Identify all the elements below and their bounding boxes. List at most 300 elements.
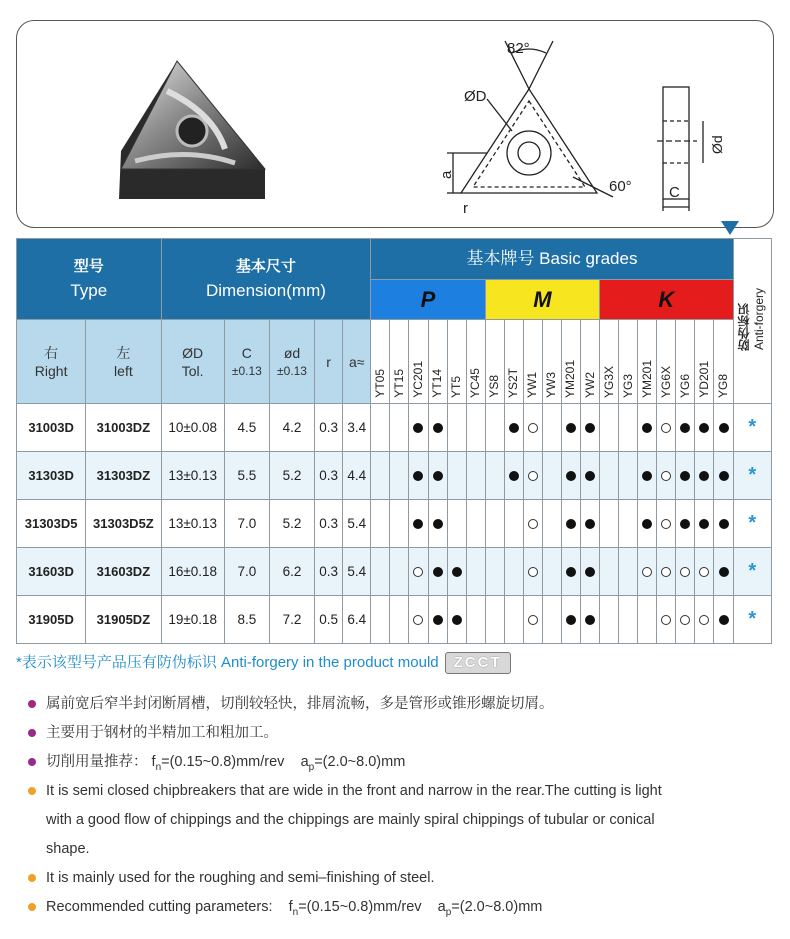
grade-availability-cell xyxy=(600,548,619,596)
anti-forgery-cell xyxy=(733,596,771,644)
filled-circle-icon xyxy=(642,519,652,529)
grade-availability-cell xyxy=(409,596,428,644)
C-value: 5.5 xyxy=(224,452,269,500)
hollow-circle-icon xyxy=(528,519,538,529)
grade-availability-cell xyxy=(542,548,561,596)
grade-availability-cell xyxy=(714,500,733,548)
a-value: 5.4 xyxy=(343,548,371,596)
grade-availability-cell xyxy=(504,500,523,548)
grade-name: YT5 xyxy=(449,375,464,398)
filled-circle-icon xyxy=(566,519,576,529)
grade-availability-cell xyxy=(542,596,561,644)
grade-availability-cell xyxy=(409,452,428,500)
type-header-cn: 型号 xyxy=(73,258,104,275)
filled-circle-icon xyxy=(433,423,443,433)
grade-name: YS2T xyxy=(506,367,521,398)
insert-front-view xyxy=(447,41,613,197)
grade-availability-cell xyxy=(638,548,657,596)
grade-availability-cell xyxy=(523,404,542,452)
dimension-header-en: Dimension(mm) xyxy=(205,281,326,300)
grade-availability-cell xyxy=(466,500,485,548)
grade-name: YG6 xyxy=(677,373,692,398)
grade-availability-cell xyxy=(409,500,428,548)
type-left-code: 31905DZ xyxy=(86,596,161,644)
grade-availability-cell xyxy=(638,452,657,500)
hollow-circle-icon xyxy=(661,423,671,433)
grade-availability-cell xyxy=(619,452,638,500)
zcct-logo: ZCCT xyxy=(445,652,511,674)
grade-availability-cell xyxy=(695,452,714,500)
grade-availability-cell xyxy=(657,452,676,500)
grade-availability-cell xyxy=(371,500,390,548)
grade-availability-cell xyxy=(485,596,504,644)
a-value: 5.4 xyxy=(343,500,371,548)
filled-circle-icon xyxy=(719,615,729,625)
d-value: 6.2 xyxy=(269,548,314,596)
right-en: Right xyxy=(34,362,68,379)
filled-circle-icon xyxy=(680,423,690,433)
bullet-en-1-line1: It is semi closed chipbreakers that are wide in the front and narrow in the rear.The cutting is light xyxy=(46,783,662,799)
grade-availability-cell xyxy=(695,404,714,452)
grade-col-header xyxy=(695,320,714,404)
d-value: 4.2 xyxy=(269,404,314,452)
r-value: 0.3 xyxy=(315,404,343,452)
a-col-header: a≈ xyxy=(343,320,371,404)
anti-forgery-header xyxy=(733,239,771,404)
type-right-code: 31905D xyxy=(17,596,86,644)
grade-name: YT15 xyxy=(391,369,406,398)
filled-circle-icon xyxy=(680,519,690,529)
filled-circle-icon xyxy=(433,519,443,529)
filled-circle-icon xyxy=(509,471,519,481)
grade-col-header xyxy=(466,320,485,404)
D-value: 13±0.13 xyxy=(161,500,224,548)
grade-col-header xyxy=(428,320,447,404)
grade-col-header xyxy=(600,320,619,404)
filled-circle-icon xyxy=(452,615,462,625)
filled-circle-icon xyxy=(585,567,595,577)
right-cn: 右 xyxy=(44,344,59,361)
grade-availability-cell xyxy=(561,404,580,452)
filled-circle-icon xyxy=(699,423,709,433)
bullet-en-1 xyxy=(28,777,768,864)
left-en: left xyxy=(114,362,133,379)
grade-availability-cell xyxy=(409,404,428,452)
filled-circle-icon xyxy=(699,471,709,481)
feed-symbol: f xyxy=(288,899,293,915)
grade-group-M: M xyxy=(485,280,599,320)
grade-availability-cell xyxy=(447,404,466,452)
grade-availability-cell xyxy=(447,500,466,548)
r-value: 0.3 xyxy=(315,500,343,548)
grade-availability-cell xyxy=(676,404,695,452)
grade-availability-cell xyxy=(714,548,733,596)
filled-circle-icon xyxy=(585,471,595,481)
grade-availability-cell xyxy=(485,548,504,596)
grade-availability-cell xyxy=(581,596,600,644)
D-line2: Tol. xyxy=(181,362,204,379)
feed-symbol: f xyxy=(151,754,156,770)
grade-availability-cell xyxy=(485,452,504,500)
grade-availability-cell xyxy=(504,404,523,452)
grade-availability-cell xyxy=(638,500,657,548)
grade-col-header xyxy=(390,320,409,404)
hollow-circle-icon xyxy=(642,567,652,577)
grade-availability-cell xyxy=(542,500,561,548)
bullet-en-1-line2: with a good flow of chippings and the chippings are mainly spiral chippings of tubular or conical xyxy=(46,812,655,828)
grade-availability-cell xyxy=(428,452,447,500)
grade-availability-cell xyxy=(466,548,485,596)
angle-top-label: 82° xyxy=(507,40,530,57)
small-d-label: Ød xyxy=(709,135,725,154)
grade-availability-cell xyxy=(676,452,695,500)
grade-availability-cell xyxy=(447,452,466,500)
table-row xyxy=(17,596,772,644)
grade-group-K: K xyxy=(600,280,734,320)
hollow-circle-icon xyxy=(699,567,709,577)
grade-availability-cell xyxy=(695,548,714,596)
grade-availability-cell xyxy=(561,452,580,500)
table-row xyxy=(17,404,772,452)
hollow-circle-icon xyxy=(661,615,671,625)
d-line1: ød xyxy=(283,344,301,361)
grade-availability-cell xyxy=(581,452,600,500)
grade-availability-cell xyxy=(371,596,390,644)
C-label: C xyxy=(669,184,680,201)
D-value: 10±0.08 xyxy=(161,404,224,452)
grade-availability-cell xyxy=(581,548,600,596)
grade-name: YD201 xyxy=(696,361,711,398)
grade-col-header xyxy=(371,320,390,404)
grade-availability-cell xyxy=(581,404,600,452)
right-col-header xyxy=(17,320,86,404)
grade-availability-cell xyxy=(561,548,580,596)
anti-forgery-header-cn: 防伪标识 xyxy=(737,302,752,351)
C-value: 7.0 xyxy=(224,500,269,548)
anti-forgery-cell xyxy=(733,500,771,548)
D-value: 13±0.13 xyxy=(161,452,224,500)
hollow-circle-icon xyxy=(699,615,709,625)
grade-availability-cell xyxy=(600,452,619,500)
grade-availability-cell xyxy=(561,596,580,644)
grade-col-header xyxy=(485,320,504,404)
filled-circle-icon xyxy=(719,519,729,529)
insert-side-view xyxy=(657,87,703,211)
a-value: 4.4 xyxy=(343,452,371,500)
type-right-code: 31003D xyxy=(17,404,86,452)
grade-availability-cell xyxy=(390,548,409,596)
grade-availability-cell xyxy=(447,548,466,596)
grade-name: YW3 xyxy=(544,371,559,398)
insert-photo xyxy=(119,61,265,199)
depth-subscript: p xyxy=(308,761,315,773)
D-line1: ØD xyxy=(182,344,204,361)
grade-col-header xyxy=(676,320,695,404)
grade-availability-cell xyxy=(581,500,600,548)
d-line2: ±0.13 xyxy=(277,363,307,378)
grade-availability-cell xyxy=(657,500,676,548)
grade-availability-cell xyxy=(600,596,619,644)
C-value: 8.5 xyxy=(224,596,269,644)
C-line2: ±0.13 xyxy=(231,363,262,378)
grade-name: YC201 xyxy=(410,361,425,398)
grade-availability-cell xyxy=(561,500,580,548)
bullet-dot xyxy=(28,874,36,882)
bullet-dot xyxy=(28,787,36,795)
grade-availability-cell xyxy=(523,500,542,548)
footnote-text: *表示该型号产品压有防伪标识 Anti-forgery in the product mould xyxy=(16,654,439,671)
filled-circle-icon xyxy=(585,615,595,625)
grade-availability-cell xyxy=(504,452,523,500)
bullet-cn-2 xyxy=(28,719,278,748)
a-value: 6.4 xyxy=(343,596,371,644)
grade-name: YG3 xyxy=(620,373,635,398)
grade-availability-cell xyxy=(695,500,714,548)
asterisk-icon: * xyxy=(748,512,757,534)
dimension-header xyxy=(161,239,371,320)
type-right-code: 31303D xyxy=(17,452,86,500)
grade-name: YT05 xyxy=(372,369,387,398)
type-left-code: 31603DZ xyxy=(86,548,161,596)
feed-subscript: n xyxy=(155,761,162,773)
grade-availability-cell xyxy=(409,548,428,596)
asterisk-icon: * xyxy=(748,416,757,438)
insert-illustration-panel xyxy=(16,20,774,228)
grade-availability-cell xyxy=(371,404,390,452)
grade-availability-cell xyxy=(695,596,714,644)
grade-availability-cell xyxy=(619,404,638,452)
grade-name: YT14 xyxy=(430,369,445,398)
type-left-code: 31303DZ xyxy=(86,452,161,500)
anti-forgery-footnote xyxy=(16,651,511,674)
hollow-circle-icon xyxy=(528,423,538,433)
grade-col-header xyxy=(447,320,466,404)
filled-circle-icon xyxy=(433,471,443,481)
d-value: 7.2 xyxy=(269,596,314,644)
type-header-en: Type xyxy=(70,281,108,300)
filled-circle-icon xyxy=(680,471,690,481)
grade-availability-cell xyxy=(485,500,504,548)
filled-circle-icon xyxy=(452,567,462,577)
grade-availability-cell xyxy=(371,548,390,596)
table-row xyxy=(17,500,772,548)
grade-availability-cell xyxy=(542,404,561,452)
filled-circle-icon xyxy=(566,567,576,577)
hollow-circle-icon xyxy=(661,519,671,529)
grade-name: YG8 xyxy=(716,373,731,398)
filled-circle-icon xyxy=(719,567,729,577)
pointer-triangle xyxy=(721,221,739,235)
grade-name: YW1 xyxy=(525,371,540,398)
d-value: 5.2 xyxy=(269,500,314,548)
grade-availability-cell xyxy=(523,596,542,644)
grade-col-header xyxy=(581,320,600,404)
table-row xyxy=(17,548,772,596)
hollow-circle-icon xyxy=(528,615,538,625)
r-value: 0.3 xyxy=(315,548,343,596)
filled-circle-icon xyxy=(699,519,709,529)
left-col-header xyxy=(86,320,161,404)
grade-availability-cell xyxy=(714,452,733,500)
insert-drawings xyxy=(17,21,773,227)
r-label: r xyxy=(463,200,468,217)
bullet-cn-1-text: 属前宽后窄半封闭断屑槽，切削较轻快，排屑流畅，多是管形或锥形螺旋切屑。 xyxy=(46,696,554,712)
hollow-circle-icon xyxy=(528,471,538,481)
grade-col-header xyxy=(714,320,733,404)
D-col-header xyxy=(161,320,224,404)
grade-availability-cell xyxy=(428,548,447,596)
a-label: a xyxy=(438,170,455,179)
grade-availability-cell xyxy=(676,500,695,548)
filled-circle-icon xyxy=(566,615,576,625)
depth-value: =(2.0~8.0)mm xyxy=(451,899,543,915)
asterisk-icon: * xyxy=(748,560,757,582)
grade-name: YG3X xyxy=(601,365,616,398)
grade-availability-cell xyxy=(714,404,733,452)
filled-circle-icon xyxy=(566,471,576,481)
C-value: 4.5 xyxy=(224,404,269,452)
angle-bottom-label: 60° xyxy=(609,178,632,195)
grade-col-header xyxy=(657,320,676,404)
grade-availability-cell xyxy=(542,452,561,500)
type-header xyxy=(17,239,162,320)
grade-availability-cell xyxy=(657,596,676,644)
r-col-header: r xyxy=(315,320,343,404)
bullet-en-3 xyxy=(28,893,542,927)
bullet-cn-3-lead: 切削用量推荐： xyxy=(46,754,148,770)
depth-value: =(2.0~8.0)mm xyxy=(314,754,406,770)
hollow-circle-icon xyxy=(680,567,690,577)
type-left-code: 31303D5Z xyxy=(86,500,161,548)
bullet-en-3-lead: Recommended cutting parameters: xyxy=(46,899,273,915)
filled-circle-icon xyxy=(719,471,729,481)
hollow-circle-icon xyxy=(413,567,423,577)
grade-availability-cell xyxy=(619,548,638,596)
grade-availability-cell xyxy=(390,500,409,548)
d-col-header xyxy=(269,320,314,404)
basic-grades-header: 基本牌号 Basic grades xyxy=(371,239,733,280)
grade-availability-cell xyxy=(676,596,695,644)
feed-subscript: n xyxy=(292,906,299,918)
grade-availability-cell xyxy=(657,404,676,452)
grade-availability-cell xyxy=(638,596,657,644)
grade-availability-cell xyxy=(371,452,390,500)
anti-forgery-cell xyxy=(733,404,771,452)
grade-availability-cell xyxy=(428,500,447,548)
filled-circle-icon xyxy=(413,471,423,481)
left-cn: 左 xyxy=(116,344,131,361)
bullet-en-1-line3: shape. xyxy=(46,841,90,857)
grade-availability-cell xyxy=(600,404,619,452)
bullet-dot xyxy=(28,700,36,708)
bullet-en-2 xyxy=(28,864,435,893)
grade-col-header xyxy=(409,320,428,404)
grade-availability-cell xyxy=(390,596,409,644)
grade-availability-cell xyxy=(466,596,485,644)
grade-name: YS8 xyxy=(487,375,502,398)
grade-name: YM201 xyxy=(639,359,654,398)
grade-availability-cell xyxy=(428,404,447,452)
grade-availability-cell xyxy=(676,548,695,596)
grade-availability-cell xyxy=(600,500,619,548)
bullet-en-2-text: It is mainly used for the roughing and semi–finishing of steel. xyxy=(46,870,435,886)
filled-circle-icon xyxy=(642,423,652,433)
table-row xyxy=(17,452,772,500)
depth-symbol: a xyxy=(437,899,446,915)
grade-availability-cell xyxy=(523,548,542,596)
grade-col-header xyxy=(523,320,542,404)
filled-circle-icon xyxy=(719,423,729,433)
hollow-circle-icon xyxy=(680,615,690,625)
grade-availability-cell xyxy=(466,452,485,500)
type-right-code: 31603D xyxy=(17,548,86,596)
grade-availability-cell xyxy=(504,596,523,644)
grade-availability-cell xyxy=(619,596,638,644)
filled-circle-icon xyxy=(509,423,519,433)
bullet-dot xyxy=(28,758,36,766)
d-value: 5.2 xyxy=(269,452,314,500)
bullet-cn-1 xyxy=(28,690,554,719)
filled-circle-icon xyxy=(433,567,443,577)
hollow-circle-icon xyxy=(661,567,671,577)
grade-availability-cell xyxy=(523,452,542,500)
C-value: 7.0 xyxy=(224,548,269,596)
filled-circle-icon xyxy=(433,615,443,625)
grade-availability-cell xyxy=(447,596,466,644)
grade-name: YG6X xyxy=(658,365,673,398)
grade-availability-cell xyxy=(657,548,676,596)
bullet-cn-2-text: 主要用于钢材的半精加工和粗加工。 xyxy=(46,725,278,741)
grade-availability-cell xyxy=(390,404,409,452)
filled-circle-icon xyxy=(642,471,652,481)
grade-name: YM201 xyxy=(563,359,578,398)
feed-value: =(0.15~0.8)mm/rev xyxy=(298,899,422,915)
anti-forgery-header-en: Anti-forgery xyxy=(752,288,767,351)
filled-circle-icon xyxy=(566,423,576,433)
grade-availability-cell xyxy=(485,404,504,452)
grade-availability-cell xyxy=(390,452,409,500)
depth-subscript: p xyxy=(445,906,452,918)
anti-forgery-cell xyxy=(733,548,771,596)
D-value: 16±0.18 xyxy=(161,548,224,596)
grade-group-P: P xyxy=(371,280,485,320)
r-value: 0.3 xyxy=(315,452,343,500)
D-value: 19±0.18 xyxy=(161,596,224,644)
r-value: 0.5 xyxy=(315,596,343,644)
grade-availability-cell xyxy=(714,596,733,644)
grade-col-header xyxy=(542,320,561,404)
hollow-circle-icon xyxy=(661,471,671,481)
a-value: 3.4 xyxy=(343,404,371,452)
grade-col-header xyxy=(561,320,580,404)
grade-availability-cell xyxy=(619,500,638,548)
grade-col-header xyxy=(504,320,523,404)
spec-table xyxy=(16,238,772,644)
C-line1: C xyxy=(241,344,252,361)
depth-symbol: a xyxy=(300,754,309,770)
grade-name: YC45 xyxy=(468,367,483,398)
feed-value: =(0.15~0.8)mm/rev xyxy=(161,754,285,770)
grade-availability-cell xyxy=(638,404,657,452)
filled-circle-icon xyxy=(413,519,423,529)
diameter-D-label: ØD xyxy=(464,88,487,105)
grade-availability-cell xyxy=(466,404,485,452)
C-col-header xyxy=(224,320,269,404)
asterisk-icon: * xyxy=(748,608,757,630)
type-left-code: 31003DZ xyxy=(86,404,161,452)
grade-availability-cell xyxy=(428,596,447,644)
grade-col-header xyxy=(619,320,638,404)
